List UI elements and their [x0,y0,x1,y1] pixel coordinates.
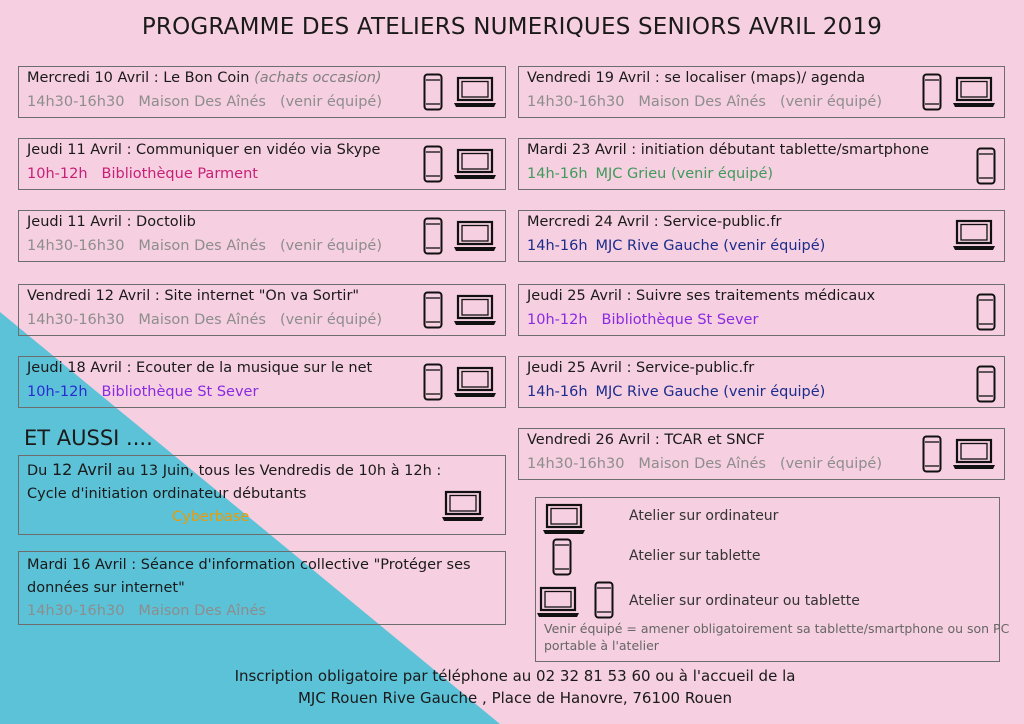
legend-tablet: Atelier sur tablette [629,548,761,564]
workshop-heading: Vendredi 19 Avril : se localiser (maps)/ agenda [527,70,866,86]
laptop-icon [952,76,996,108]
workshop-card-service-public-1 [518,210,1005,262]
section-title-et-aussi: ET AUSSI .... [24,426,153,450]
info-session-card [18,551,506,625]
workshop-place: Maison Des Aînés [138,312,266,328]
info-session-line1: Mardi 16 Avril : Séance d'information collective "Protéger ses [27,557,471,573]
workshop-time: 14h30-16h30 [27,312,125,328]
phone-icon [922,435,942,473]
laptop-icon [453,294,497,326]
legend-both: Atelier sur ordinateur ou tablette [629,593,860,609]
workshop-heading: Mercredi 10 Avril : Le Bon Coin [27,70,250,86]
phone-icon [423,363,443,401]
phone-icon [976,365,996,403]
laptop-icon [542,503,586,535]
workshop-heading: Mardi 23 Avril : initiation débutant tablette/smartphone [527,142,930,158]
phone-icon [976,293,996,331]
workshop-time: 14h30-16h30 [27,238,125,254]
workshop-place: MJC Rive Gauche (venir équipé) [595,238,826,254]
cycle-card [18,455,506,535]
legend-box [535,497,1010,662]
workshop-extra: (venir équipé) [779,456,883,472]
workshop-time: 14h30-16h30 [27,94,125,110]
workshop-heading: Vendredi 26 Avril : TCAR et SNCF [527,432,765,448]
workshop-heading: Jeudi 25 Avril : Suivre ses traitements médicaux [527,288,876,304]
workshop-place: Bibliothèque St Sever [101,384,259,400]
phone-icon [594,581,614,619]
phone-icon [976,147,996,185]
workshop-card-musique [18,356,506,408]
workshop-time: 14h30-16h30 [527,94,625,110]
workshop-time: 10h-12h [27,166,88,182]
workshop-time: 10h-12h [27,384,88,400]
cycle-date: 12 Avril [51,460,113,479]
workshop-extra: (venir équipé) [279,94,383,110]
workshop-extra: (venir équipé) [279,238,383,254]
footer-line2: MJC Rouen Rive Gauche , Place de Hanovre, 76100 Rouen [297,689,733,707]
workshop-place: MJC Rive Gauche (venir équipé) [595,384,826,400]
laptop-icon [952,438,996,470]
cycle-line1-post: au 13 Juin, tous les Vendredis de 10h à 12h : [112,463,442,479]
workshop-extra: (venir équipé) [779,94,883,110]
workshop-heading: Jeudi 11 Avril : Doctolib [27,214,196,230]
footer-line1: Inscription obligatoire par téléphone au 02 32 81 53 60 ou à l'accueil de la [234,667,796,685]
laptop-icon [453,220,497,252]
footer [150,665,880,709]
workshop-note: (achats occasion) [254,70,382,86]
workshop-card-service-public-2 [518,356,1005,408]
laptop-icon [441,490,485,522]
cycle-description: Cycle d'initiation ordinateur débutants [27,486,307,502]
workshop-heading: Jeudi 18 Avril : Ecouter de la musique sur le net [27,360,373,376]
workshop-heading: Vendredi 12 Avril : Site internet "On va Sortir" [27,288,360,304]
workshop-time: 14h-16h [527,238,588,254]
cycle-place: Cyberbase [172,509,250,525]
page-title: PROGRAMME DES ATELIERS NUMERIQUES SENIORS AVRIL 2019 [141,14,883,40]
info-session-place: Maison Des Aînés [138,603,266,619]
phone-icon [922,73,942,111]
workshop-heading: Jeudi 11 Avril : Communiquer en vidéo via Skype [27,142,381,158]
workshop-card-le-bon-coin [18,66,506,118]
workshop-extra: (venir équipé) [279,312,383,328]
workshop-place: Maison Des Aînés [138,94,266,110]
workshop-time: 14h30-16h30 [527,456,625,472]
workshop-heading: Mercredi 24 Avril : Service-public.fr [527,214,782,230]
workshop-place: Maison Des Aînés [638,456,766,472]
workshop-card-maps [518,66,1005,118]
workshop-card-tablette-smartphone [518,138,1005,190]
laptop-icon [536,586,580,618]
phone-icon [423,145,443,183]
workshop-place: Bibliothèque St Sever [601,312,759,328]
phone-icon [423,217,443,255]
phone-icon [423,73,443,111]
workshop-card-tcar-sncf [518,428,1005,480]
workshop-place: Maison Des Aînés [638,94,766,110]
legend-note: Venir équipé = amener obligatoirement sa tablette/smartphone ou son PC portable à l'atelier [544,621,1010,653]
cycle-line1-pre: Du [27,463,52,479]
workshop-time: 10h-12h [527,312,588,328]
laptop-icon [453,76,497,108]
info-session-time: 14h30-16h30 [27,603,125,619]
workshop-place: MJC Grieu (venir équipé) [595,166,774,182]
phone-icon [423,291,443,329]
laptop-icon [453,148,497,180]
workshop-time: 14h-16h [527,166,588,182]
laptop-icon [453,366,497,398]
laptop-icon [952,219,996,251]
workshop-place: Maison Des Aînés [138,238,266,254]
workshop-heading: Jeudi 25 Avril : Service-public.fr [527,360,755,376]
workshop-time: 14h-16h [527,384,588,400]
phone-icon [552,538,572,576]
legend-computer: Atelier sur ordinateur [629,508,779,524]
workshop-place: Bibliothèque Parment [101,166,258,182]
workshop-card-on-va-sortir [18,284,506,336]
workshop-card-skype [18,138,506,190]
info-session-line2: données sur internet" [27,580,185,596]
workshop-card-traitements [518,284,1005,336]
workshop-card-doctolib [18,210,506,262]
